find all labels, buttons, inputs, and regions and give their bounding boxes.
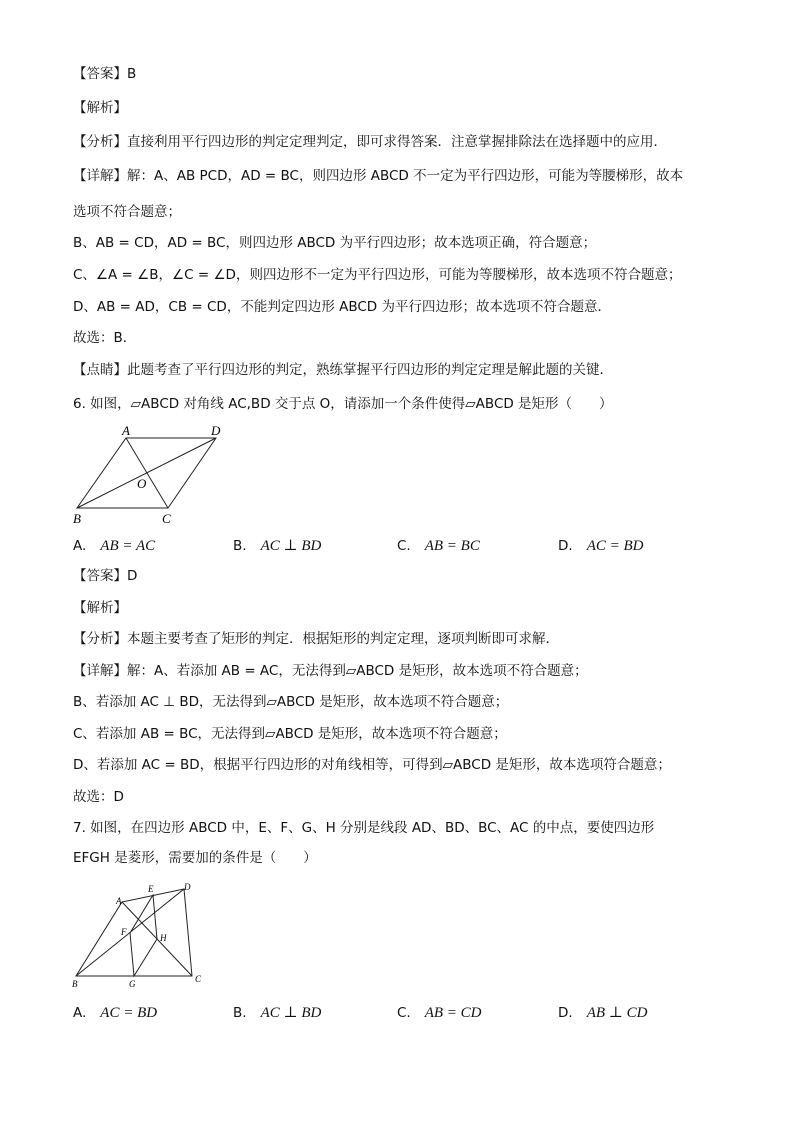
q7-option-b[interactable] [233, 1003, 321, 1023]
q6-label-d: D [211, 424, 221, 438]
answer-label: 【答案】 [73, 568, 127, 584]
q7-option-a[interactable] [73, 1003, 157, 1023]
answer-value: B [127, 66, 137, 82]
prev-dianjing: 【点睛】此题考查了平行四边形的判定，熟练掌握平行四边形的判定定理是解此题的关键． [73, 362, 613, 378]
option-letter: D. [558, 1005, 573, 1021]
q7-stem-line1: 7. 如图，在四边形 ABCD 中，E、F、G、H 分别是线段 AD、BD、BC、AC 的中点，要使四边形 [73, 820, 655, 836]
q6-parallelogram-figure [66, 424, 236, 530]
q6-label-c: C [162, 511, 171, 526]
prev-answer [73, 64, 136, 84]
option-text: AC ⊥ BD [260, 538, 322, 554]
q7-option-d[interactable] [558, 1003, 647, 1023]
q7-stem-line2: EFGH 是菱形，需要加的条件是（ ） [73, 850, 317, 866]
prev-fenxi: 【分析】直接利用平行四边形的判定定理判定，即可求得答案．注意掌握排除法在选择题中的应用． [73, 134, 667, 150]
option-letter: A. [73, 1005, 87, 1021]
answer-value: D [127, 568, 138, 584]
q6-fenxi: 【分析】本题主要考查了矩形的判定．根据矩形的判定定理，逐项判断即可求解． [73, 631, 559, 647]
option-letter: D. [558, 538, 573, 554]
q6-option-b[interactable] [233, 536, 321, 556]
q6-answer [73, 566, 137, 586]
prev-detail-a-cont: 选项不符合题意； [73, 204, 181, 220]
q7-label-e: E [148, 884, 154, 894]
option-letter: B. [233, 538, 247, 554]
q6-option-c[interactable] [397, 536, 480, 556]
option-text: AB ⊥ CD [586, 1005, 648, 1021]
option-letter: A. [73, 538, 87, 554]
prev-detail-a: 【详解】解：A、AB PCD，AD = BC，则四边形 ABCD 不一定为平行四边形，可能为等腰梯形，故本 [73, 168, 684, 184]
option-letter: C. [397, 1005, 411, 1021]
q6-option-d[interactable] [558, 536, 643, 556]
q7-option-c[interactable] [397, 1003, 482, 1023]
q7-label-g: G [129, 979, 136, 989]
q6-detail-c: C、若添加 AB = BC，无法得到▱ABCD 是矩形，故本选项不符合题意； [73, 726, 507, 742]
prev-detail-c: C、∠A = ∠B，∠C = ∠D，则四边形不一定为平行四边形，可能为等腰梯形，故本选项不符合题意； [73, 267, 682, 283]
q7-label-a: A [116, 896, 122, 906]
q7-label-b: B [72, 979, 78, 989]
option-text: AB = BC [424, 538, 480, 554]
option-text: AC = BD [100, 1005, 158, 1021]
option-text: AB = CD [424, 1005, 482, 1021]
q7-label-c: C [195, 974, 202, 984]
q7-label-f: F [121, 927, 127, 937]
q6-detail-d: D、若添加 AC = BD，根据平行四边形的对角线相等，可得到▱ABCD 是矩形，故本选项符合题意； [73, 757, 671, 773]
q6-analysis-heading: 【解析】 [73, 600, 127, 616]
option-text: AC ⊥ BD [260, 1005, 322, 1021]
option-letter: B. [233, 1005, 247, 1021]
q6-detail-a: 【详解】解：A、若添加 AB = AC，无法得到▱ABCD 是矩形，故本选项不符合题意； [73, 663, 588, 679]
q6-detail-b: B、若添加 AC ⊥ BD，无法得到▱ABCD 是矩形，故本选项不符合题意； [73, 694, 509, 710]
option-text: AC = BD [586, 538, 644, 554]
q7-label-d: D [184, 882, 191, 892]
q6-option-a[interactable] [73, 536, 155, 556]
q6-label-o: O [137, 476, 147, 491]
prev-detail-b: B、AB = CD，AD = BC，则四边形 ABCD 为平行四边形；故本选项正确，符合题意； [73, 235, 597, 251]
option-letter: C. [397, 538, 411, 554]
q7-label-h: H [160, 933, 167, 943]
q6-label-b: B [73, 511, 81, 526]
prev-detail-d: D、AB = AD，CB = CD，不能判定四边形 ABCD 为平行四边形；故本选项不符合题意． [73, 299, 611, 315]
q6-label-a: A [122, 424, 130, 438]
prev-choose: 故选：B． [73, 330, 137, 346]
prev-analysis-heading: 【解析】 [73, 100, 127, 116]
q7-quadrilateral-figure [66, 880, 216, 992]
answer-label: 【答案】 [73, 66, 127, 82]
q6-choose: 故选：D [73, 789, 124, 805]
q6-stem: 6. 如图，▱ABCD 对角线 AC,BD 交于点 O，请添加一个条件使得▱ABCD 是矩形（ ） [73, 396, 613, 412]
option-text: AB = AC [100, 538, 156, 554]
